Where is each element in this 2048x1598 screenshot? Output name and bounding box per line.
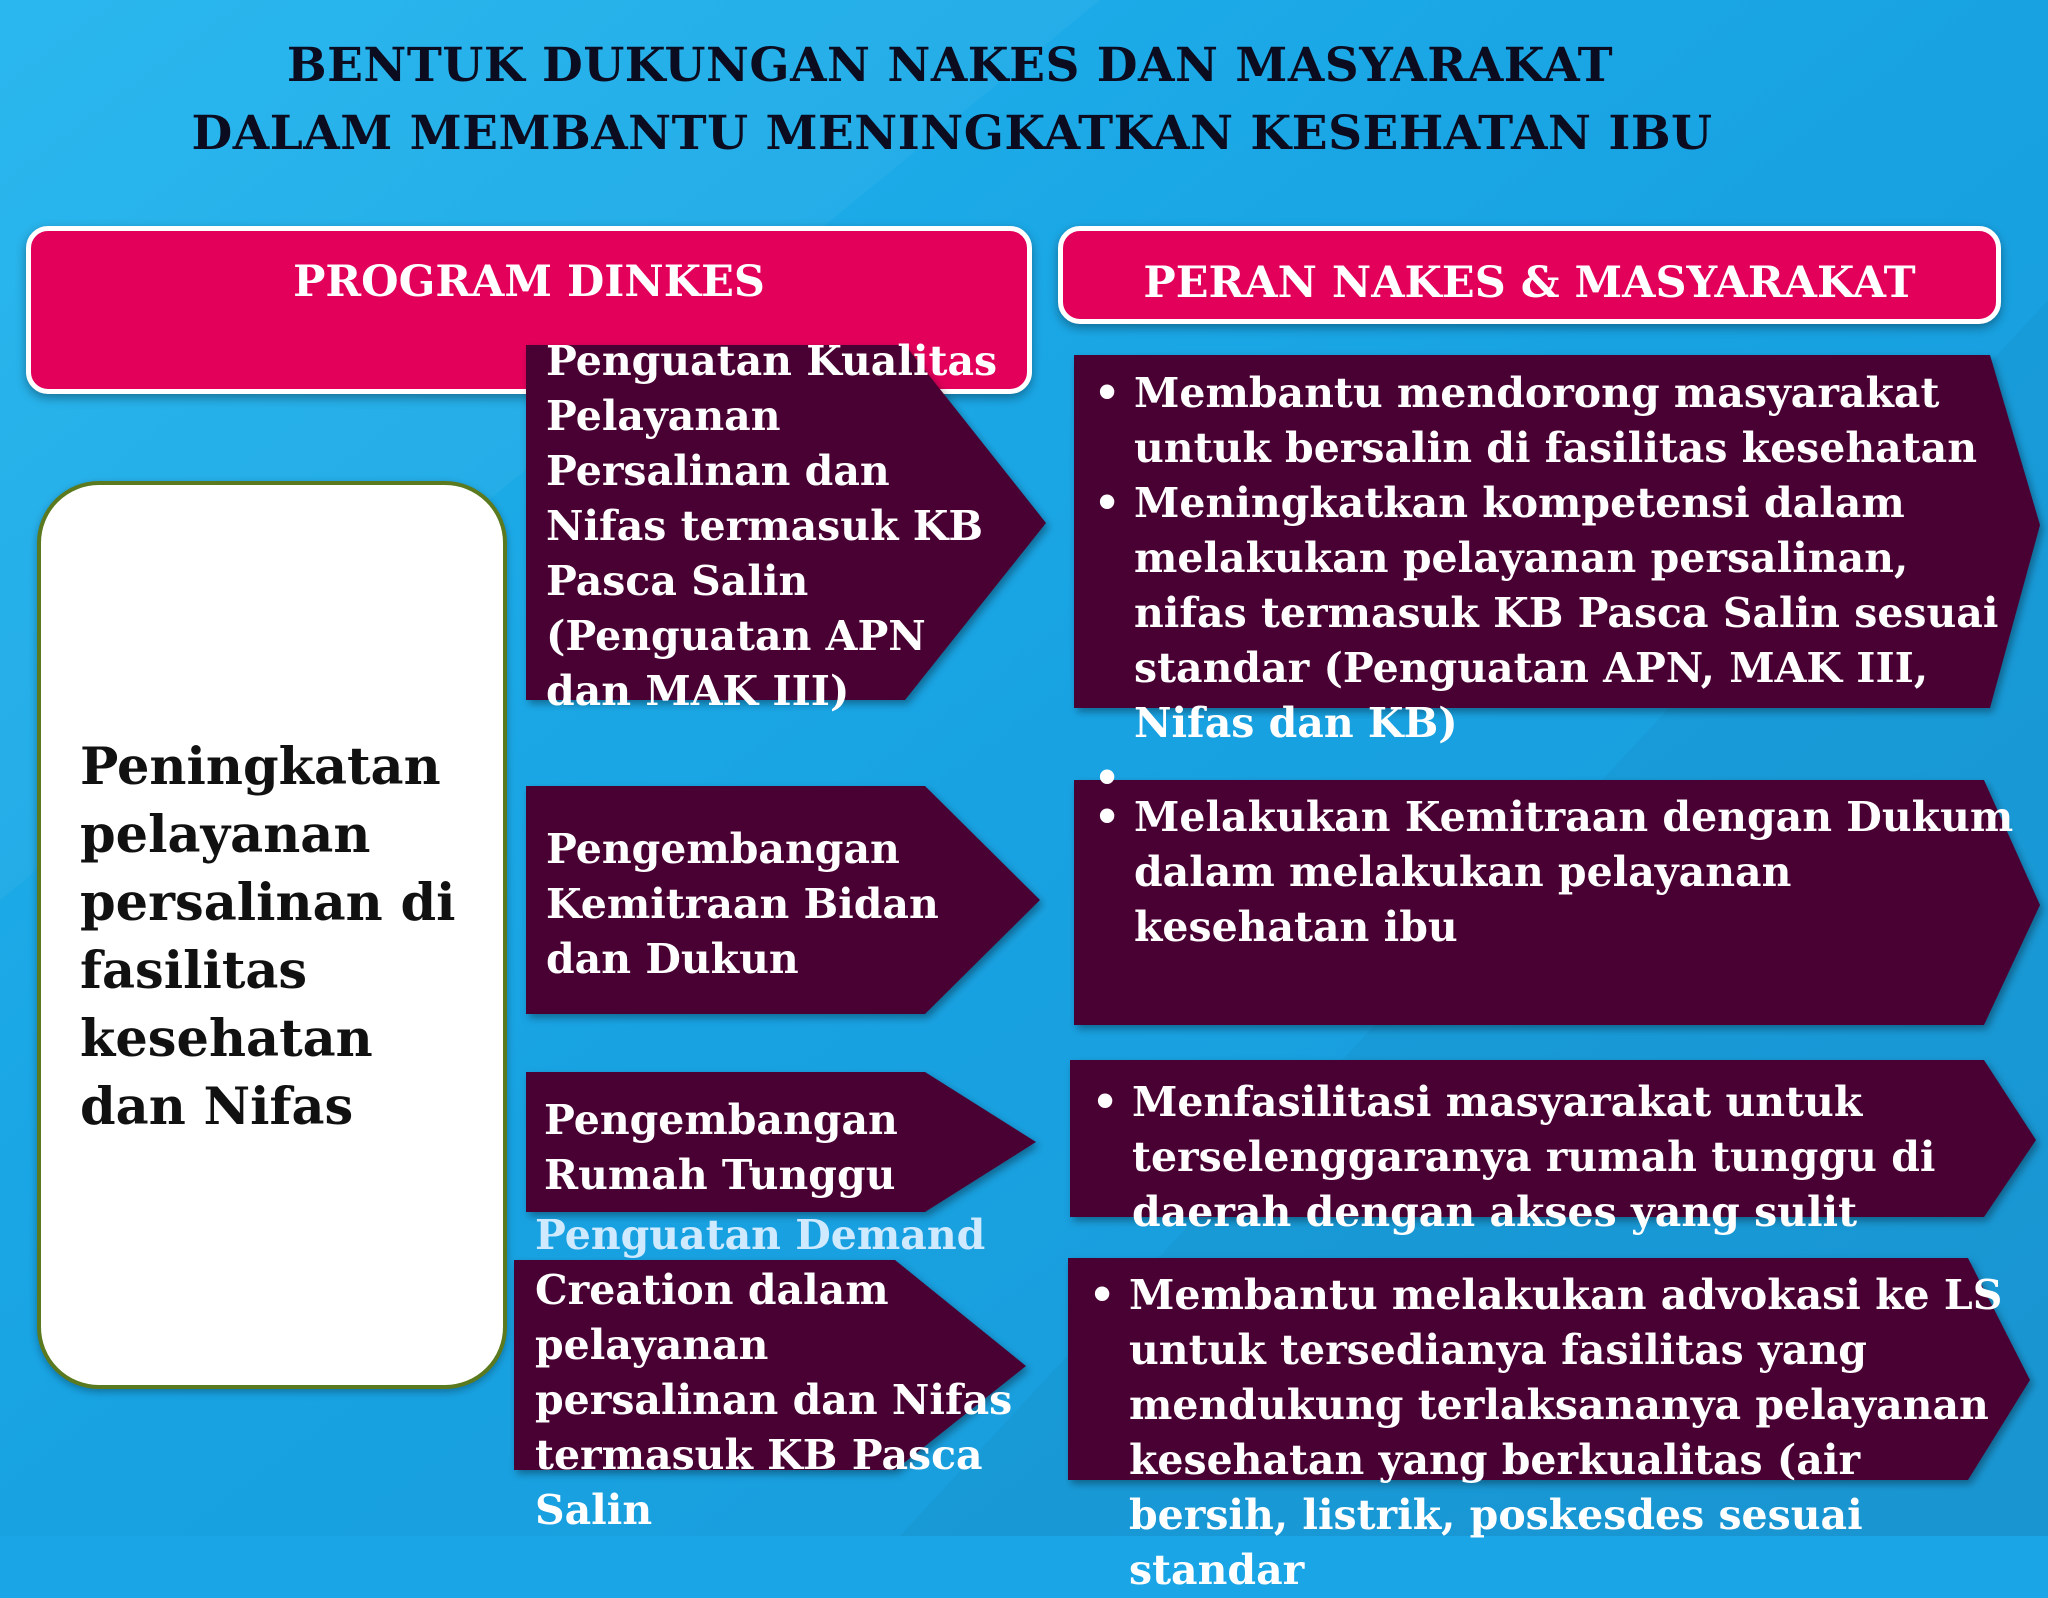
program-text-3: Pengembangan Rumah Tunggu [544,1096,898,1199]
program-dinkes-header-label: PROGRAM DINKES [293,257,765,307]
program-text-4 [535,1208,1012,1538]
program-text-1: Penguatan Kualitas Pelayanan Persalinan dan Nifas termasuk KB Pasca Salin (Penguatan APN dan MAK III) [546,337,998,715]
list-item: • Melakukan Kemitraan dengan Dukum dalam melakukan pelayanan kesehatan ibu [1094,790,2014,955]
goal-text: Peningkatan pelayanan persalinan di fasilitas kesehatan dan Nifas [80,737,456,1137]
list-item: • Membantu mendorong masyarakat untuk bersalin di fasilitas kesehatan [1094,366,2014,476]
list-item: • Meningkatkan kompetensi dalam melakukan pelayanan persalinan, nifas termasuk KB Pasca Salin sesuai standar (Penguatan APN, MAK III, Nifas dan KB) [1094,476,2014,751]
program-text-4-first-line: Penguatan Demand [535,1211,986,1259]
program-text-4-rest: Creation dalam pelayanan persalinan dan Nifas termasuk KB Pasca Salin [535,1266,1013,1534]
peran-nakes-header-label: PERAN NAKES & MASYARAKAT [1143,258,1916,308]
list-item: • Menfasilitasi masyarakat untuk terselenggaranya rumah tunggu di daerah dengan akses yang sulit [1092,1075,2012,1240]
list-item: • Membantu melakukan advokasi ke LS untuk tersedianya fasilitas yang mendukung terlaksananya pelayanan kesehatan yang berkualitas (air bersih, listrik, poskesdes sesuai standar [1089,1268,2009,1598]
role-list-3 [1092,1075,2012,1240]
role-list-1 [1094,366,2014,806]
role-list-2 [1094,790,2014,955]
role-list-4 [1089,1268,2009,1598]
program-text-2: Pengembangan Kemitraan Bidan dan Dukun [546,825,939,983]
page-title-line1: BENTUK DUKUNGAN NAKES DAN MASYARAKAT [286,38,1614,93]
page-title-line2: DALAM MEMBANTU MENINGKATKAN KESEHATAN IBU [191,106,1713,161]
